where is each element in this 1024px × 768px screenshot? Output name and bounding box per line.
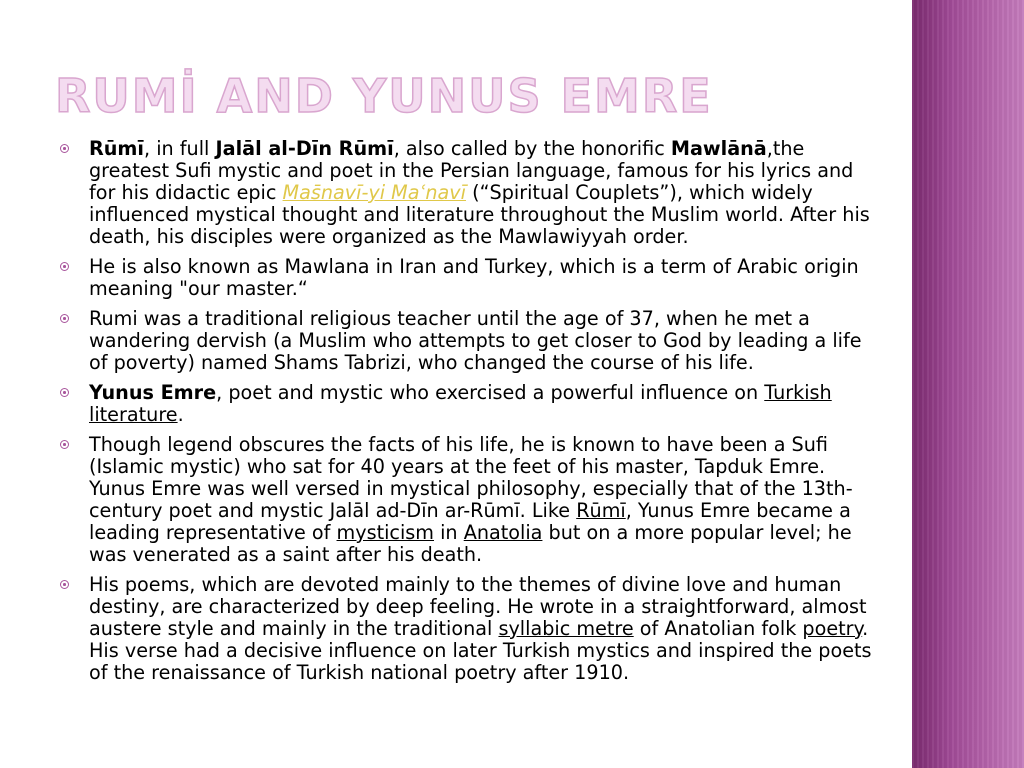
bold-term: Mawlānā (670, 137, 767, 160)
anatolia-link[interactable]: Anatolia (463, 521, 543, 544)
text-run: His poems, which are devoted mainly to the themes of divine love and human destiny, are characterized by deep feeling. He wrote in a straightforward, almost austere style and mainly in the traditional (89, 573, 867, 640)
circle-bullet-icon (60, 440, 69, 449)
circle-bullet-icon (60, 580, 69, 589)
bullet-item-yunus-intro (60, 382, 875, 426)
text-run: ,the greatest Sufi mystic and poet in the Persian language, famous for his lyrics and for his didactic epic (89, 137, 854, 204)
decorative-side-band (912, 0, 1024, 768)
text-run: , Yunus Emre became a leading representative of (89, 499, 851, 544)
rumi-link[interactable]: Rūmī (576, 499, 626, 522)
poetry-link[interactable]: poetry (802, 617, 863, 640)
bold-term: Jalāl al-Dīn Rūmī (215, 137, 394, 160)
slide-title: RUMİ AND YUNUS EMRE (55, 69, 713, 123)
bold-term: Rūmī (89, 137, 145, 160)
bullet-item-yunus-legend (60, 434, 875, 566)
text-run: Though legend obscures the facts of his life, he is known to have been a Sufi (Islamic mystic) who sat for 40 years at the feet of his master, Tapduk Emre. Yunus Emre was well versed in mystical philosophy, especially that of the 13th-century poet and mystic Jalāl ad-Dīn ar-Rūmī. Like (89, 433, 853, 522)
text-run: . His verse had a decisive influence on later Turkish mystics and inspired the poets of the renaissance of Turkish national poetry after 1910. (89, 617, 872, 684)
circle-bullet-icon (60, 144, 69, 153)
bold-term: Yunus Emre (89, 381, 217, 404)
text-run: , poet and mystic who exercised a powerful influence on (216, 381, 765, 404)
text-run: Rumi was a traditional religious teacher until the age of 37, when he met a wandering dervish (a Muslim who attempts to get closer to God by leading a life of poverty) named Shams Tabrizi, who changed the course of his life. (89, 307, 862, 374)
text-run: of Anatolian folk (633, 617, 803, 640)
syllabic-metre-link[interactable]: syllabic metre (498, 617, 634, 640)
text-run: but on a more popular level; he was venerated as a saint after his death. (89, 521, 852, 566)
bullet-item-rumi-intro (60, 138, 875, 248)
text-run: , in full (144, 137, 216, 160)
masnavi-link[interactable]: Mas̄navī-yi Maʿnavī (282, 181, 466, 204)
text-run: (“Spiritual Couplets”), which widely influenced mystical thought and literature throughout the Muslim world. After his death, his disciples were organized as the Mawlawiyyah order. (89, 181, 870, 248)
bullet-item-mawlana (60, 256, 875, 300)
text-run: , also called by the honorific (393, 137, 671, 160)
text-run: He is also known as Mawlana in Iran and Turkey, which is a term of Arabic origin meaning "our master.“ (89, 255, 859, 300)
mysticism-link[interactable]: mysticism (336, 521, 434, 544)
turkish-literature-link[interactable]: Turkish literature (89, 381, 832, 426)
bullet-item-yunus-poems (60, 574, 875, 684)
circle-bullet-icon (60, 314, 69, 323)
bullet-item-rumi-teacher (60, 308, 875, 374)
bullet-list (60, 138, 875, 692)
circle-bullet-icon (60, 262, 69, 271)
circle-bullet-icon (60, 388, 69, 397)
text-run: in (434, 521, 464, 544)
text-run: . (177, 403, 184, 426)
